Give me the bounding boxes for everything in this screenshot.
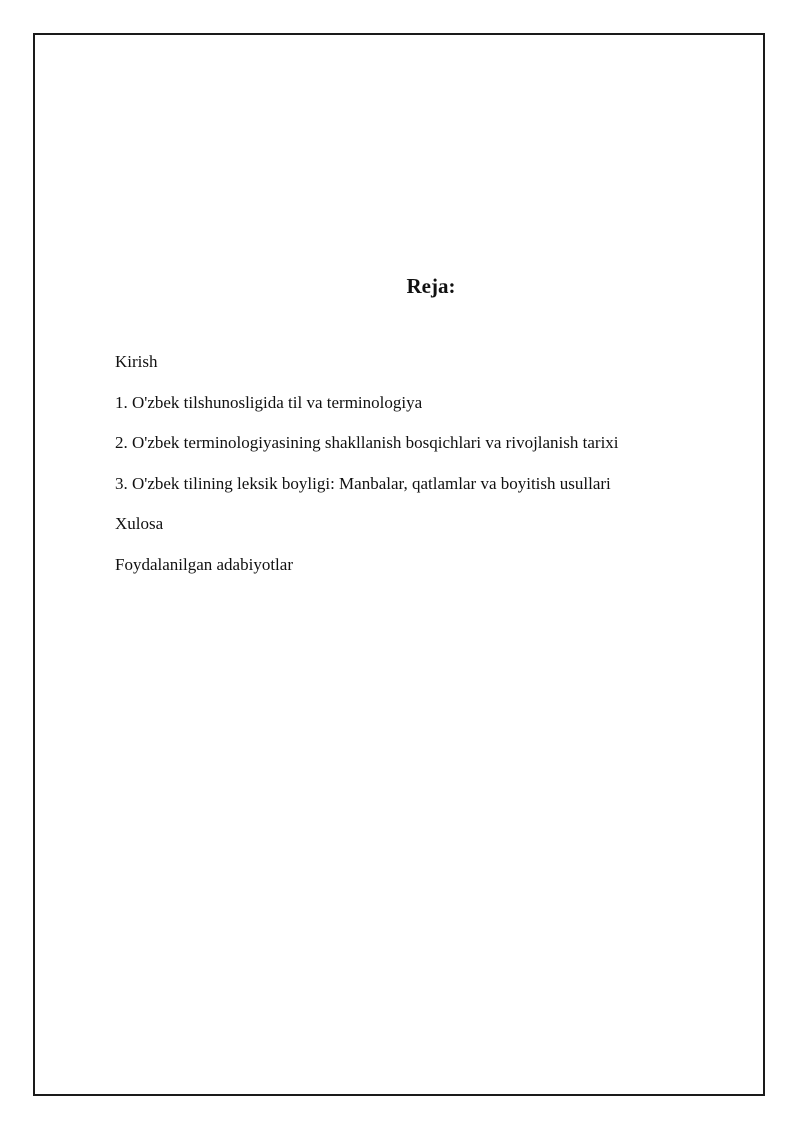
list-item: Xulosa xyxy=(115,514,164,533)
list-item: 1. O'zbek tilshunosligida til va terminologiya xyxy=(115,392,423,412)
page-title: Reja: xyxy=(406,274,456,298)
list-item: Kirish xyxy=(115,352,158,371)
list-item: 3. O'zbek tilining leksik boyligi: Manbalar, qatlamlar va boyitish usullari xyxy=(115,473,611,493)
list-item: 2. O'zbek terminologiyasining shakllanish bosqichlari va rivojlanish tarixi xyxy=(115,433,619,452)
plan-list xyxy=(115,352,619,595)
list-item: Foydalanilgan adabiyotlar xyxy=(115,554,293,574)
